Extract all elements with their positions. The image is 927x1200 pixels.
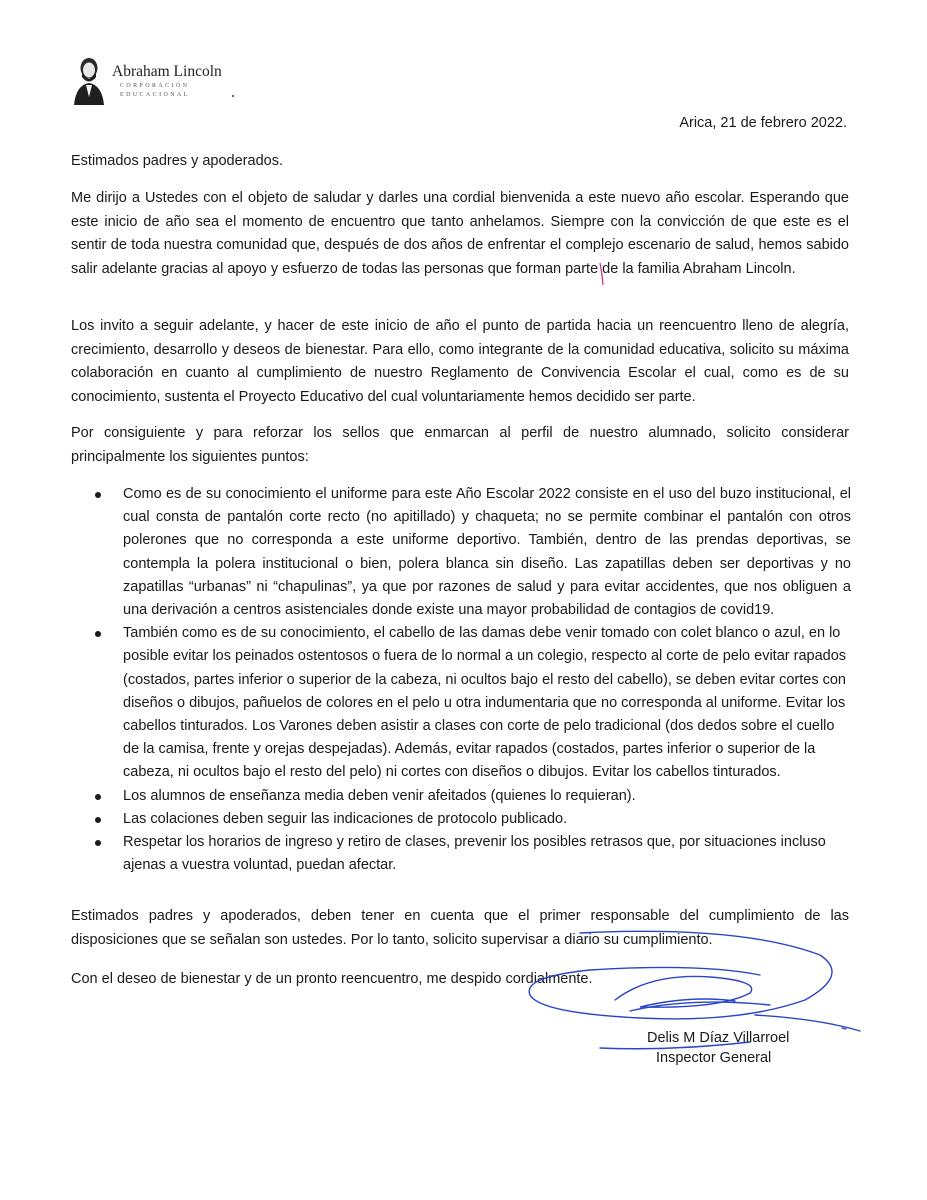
- paragraph-welcome: Me dirijo a Ustedes con el objeto de saludar y darles una cordial bienvenida a este nuevo año escolar. Esperando que este inicio de año sea el momento de encuentro que tanto anhelamos. Siempre con la convicción de que este es el sentir de toda nuestra comunidad que, después de dos años de enfrentar el complejo escenario de salud, hemos sabido salir adelante gracias al apoyo y esfuerzo de todas las personas que forman parte de la familia Abraham Lincoln.: [71, 190, 849, 277]
- list-item-text: Los alumnos de enseñanza media deben venir afeitados (quienes lo requieran).: [123, 787, 636, 804]
- paragraph-responsibility: Estimados padres y apoderados, deben tener en cuenta que el primer responsable del cumplimiento de las disposiciones que se señalan son ustedes. Por lo tanto, solicito supervisar a diario su cumplimiento.: [71, 908, 849, 948]
- list-item-text: Como es de su conocimiento el uniforme para este Año Escolar 2022 consiste en el uso del buzo institucional, el cual consta de pantalón corte recto (no apitillado) y chaqueta; no se permite combinar el pantalón con otros polerones que no corresponda a este uniforme deportivo. También, dentro de las prendas deportivas, se contempla la polera institucional o bien, polera blanca sin diseño. Las zapatillas deben ser deportivas y no zapatillas “urbanas” ni “chapulinas”, ya que por razones de salud y para evitar accidentes, que nos obliguen a una derivación a centros asistenciales donde existe una mayor probabilidad de contagios de covid19.: [123, 486, 851, 619]
- signatory-title: Inspector General: [656, 1050, 772, 1066]
- bullet-icon: [95, 840, 101, 846]
- salutation: Estimados padres y apoderados.: [71, 153, 283, 169]
- list-item: [71, 831, 851, 877]
- list-item: [71, 808, 851, 831]
- ink-speck: [232, 95, 234, 97]
- signatory-name: Delis M Díaz Villarroel: [647, 1030, 790, 1046]
- list-item: [71, 622, 851, 784]
- rules-list: [71, 483, 851, 877]
- bullet-icon: [95, 631, 101, 637]
- list-item-text: Respetar los horarios de ingreso y retiro de clases, prevenir los posibles retrasos que, por situaciones incluso ajenas a vuestra voluntad, puedan afectar.: [123, 834, 826, 874]
- bullet-icon: [95, 794, 101, 800]
- paragraph-invitation: Los invito a seguir adelante, y hacer de este inicio de año el punto de partida hacia un reencuentro lleno de alegría, crecimiento, desarrollo y deseos de bienestar. Para ello, como integrante de la comunidad educativa, solicito su máxima colaboración en cuanto al cumplimiento de nuestro Reglamento de Convivencia Escolar el cual, como es de su conocimiento, sustenta el Proyecto Educativo del cual voluntariamente hemos decidido ser parte.: [71, 318, 849, 405]
- bullet-icon: [95, 492, 101, 498]
- logo-subtitle-line1: CORPORACIÓN: [120, 83, 190, 89]
- logo-name: Abraham Lincoln: [112, 63, 222, 80]
- letter-date: Arica, 21 de febrero 2022.: [679, 115, 847, 131]
- closing-line: Con el deseo de bienestar y de un pronto reencuentro, me despido cordialmente.: [71, 971, 593, 987]
- list-item-text: También como es de su conocimiento, el cabello de las damas debe venir tomado con colet blanco o azul, en lo posible evitar los peinados ostentosos o fuera de lo normal a un colegio, respecto al corte de pelo evitar rapados (costados, partes inferior o superior de la cabeza, ni ocultos bajo el resto del cabello), se deben evitar cortes con diseños o dibujos, pañuelos de colores en el pelo u otra indumentaria que no corresponda al uniforme. Evitar los cabellos tinturados. Los Varones deben asistir a clases con corte de pelo tradicional (dos dedos sobre el cuello de la camisa, frente y orejas despejadas). Además, evitar rapados (costados, partes inferior o superior de la cabeza, ni ocultos bajo el resto del pelo) ni cortes con diseños o dibujos. Evitar los cabellos tinturados.: [123, 625, 847, 781]
- list-item: [71, 483, 851, 622]
- list-item: [71, 785, 851, 808]
- school-logo: [68, 55, 238, 111]
- lincoln-portrait-icon: [68, 55, 108, 109]
- bullet-icon: [95, 817, 101, 823]
- paragraph-points-intro: Por consiguiente y para reforzar los sellos que enmarcan al perfil de nuestro alumnado, solicito considerar principalmente los siguientes puntos:: [71, 425, 849, 465]
- list-item-text: Las colaciones deben seguir las indicaciones de protocolo publicado.: [123, 810, 568, 827]
- logo-subtitle-line2: EDUCACIONAL: [120, 92, 190, 98]
